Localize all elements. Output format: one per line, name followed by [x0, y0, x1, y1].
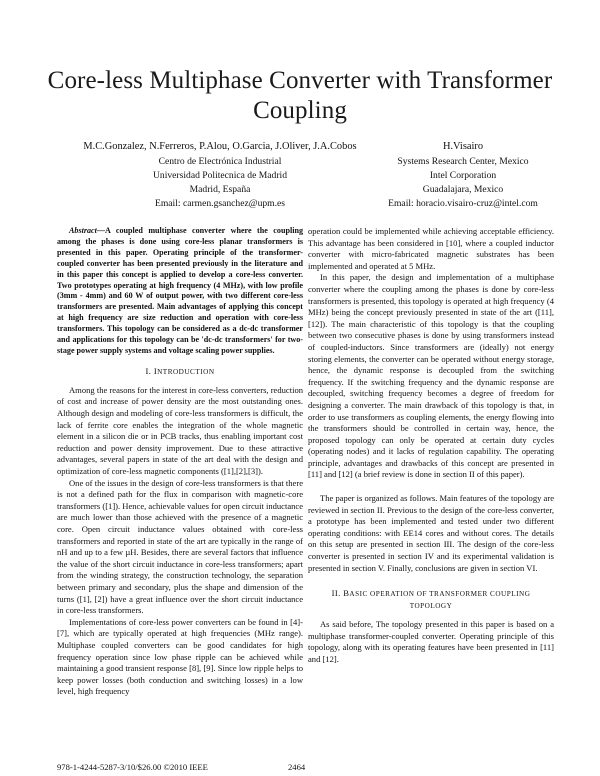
- section-2-title-line-2: TOPOLOGY: [409, 602, 453, 611]
- right-paragraph-3: The paper is organized as follows. Main features of the topology are reviewed in section II. Previous to the design of the core-less converter, a prototype has been implemented and tested under two different operating conditions: with EE14 cores and without cores. The details on this setup are presented in section III. The design of the core-less converter is presented in section IV and its experimental validation is presented in section V. Finally, conclusions are given in section VI.: [308, 493, 554, 573]
- paragraph-gap: [308, 481, 554, 493]
- right-column: [308, 226, 554, 666]
- title-line-1: Core-less Multiphase Converter with Transformer: [47, 67, 553, 94]
- title-line-2: Coupling: [253, 97, 347, 124]
- section-2-title-rest: ASIC OPERATION OF TRANSFORMER COUPLING: [349, 590, 531, 599]
- section-1-title-first: I: [153, 365, 158, 376]
- email-right: Email: horacio.visairo-cruz@intel.com: [388, 198, 538, 209]
- author-names-left: M.C.Gonzalez, N.Ferreros, P.Alou, O.Garcia, J.Oliver, J.A.Cobos: [83, 141, 357, 152]
- paper-title: [40, 66, 560, 126]
- section-2-title-first: B: [343, 588, 350, 599]
- abstract: [57, 226, 303, 357]
- affiliation-right-3: Guadalajara, Mexico: [422, 184, 504, 195]
- right-paragraph-2: In this paper, the design and implementation of a multiphase converter where the coupling among the phases is done by core-less transformers is presented, this topology is operated at high frequency (4 MHz) being the concept previously presented in state of the art ([11], [12]). The main characteristic of this topology is that the coupling between two consecutive phases is done by using transformers instead of coupled-inductors. Since transformers are (ideally) not energy storing elements, the converter can be operated without energy storage, hence, the dynamic response is decoupled from the switching frequency. If the switching frequency and the dynamic response are decoupled, switching frequency becomes a degree of freedom for designing a converter. The main drawback of this topology is that, in order to use transformers as coupling elements, the energy flowing into the transformers should be controlled in certain way, hence, the proposed topology can only be operated at certain duty cycles (operating nodes) and it lacks of regulation capability. The operating principle, advantages and drawbacks of this concept are presented in [11] and [12] (a brief review is done in section II of this paper).: [308, 272, 554, 480]
- author-names-right: H.Visairo: [442, 141, 484, 152]
- left-paragraph-2: One of the issues in the design of core-less transformers is that there is not a defined path for the flux in comparison with magnetic-core transformers ([1]). Hence, achievable values for open circuit inductance are much lower than those achieved with the presence of a magnetic core. Open circuit inductance values obtained with core-less transformers and reported in state of the art are typically in the range of nH and up to a few µH. Besides, there are several factors that influence the value of the short circuit inductance in core-less transformers; apart from the winding strategy, the construction technology, the separation between primary and secondary, plus the shape and dimension of the turns ([1], [2]) have a great influence over the short circuit inductance in core-less transformers.: [57, 477, 303, 616]
- footer-isbn: 978-1-4244-5287-3/10/$26.00 ©2010 IEEE: [57, 762, 208, 772]
- section-2-heading: [308, 588, 554, 612]
- right-paragraph-1: operation could be implemented while achieving acceptable efficiency. This advantage has been considered in [10], where a coupled inductor converter with micro-fabricated magnetic substrates has been implemented and operated at 5 MHz.: [308, 226, 554, 271]
- right-paragraph-4: As said before, The topology presented in this paper is based on a multiphase transformer-coupled converter. Operating principle of this topology, along with its operating features have been presented in [11] and [12].: [308, 619, 554, 664]
- author-block-right: [368, 140, 558, 211]
- affiliation-left-1: Centro de Electrónica Industrial: [158, 156, 282, 167]
- affiliation-right-1: Systems Research Center, Mexico: [397, 156, 529, 167]
- affiliation-left-3: Madrid, España: [189, 184, 251, 195]
- section-1-heading: [57, 366, 303, 378]
- section-2-number: II.: [331, 588, 341, 599]
- left-column: [57, 226, 303, 698]
- email-left: Email: carmen.gsanchez@upm.es: [154, 198, 286, 209]
- affiliation-right-2: Intel Corporation: [429, 170, 497, 181]
- left-paragraph-1: Among the reasons for the interest in core-less converters, reduction of cost and increase of power density are the most outstanding ones. Although design and modeling of core-less transformers is difficult, the lack of ferrite core enables the integration of the whole magnetic element in a silicon die or in PCB tracks, thus enabling important cost reduction and power density improvement. Due to these attractive advantages, several papers in state of the art deal with the design and optimization of core-less magnetic components ([1],[2],[3]).: [57, 384, 303, 477]
- abstract-text: A coupled multiphase converter where the coupling among the phases is done using core-less planar transformers is presented in this paper. Operating principle of the transformer-coupled converter has been presented previously in the literature and in this paper this concept is applied to develop a core-less converter. Two prototypes operating at high frequency (4 MHz), with low profile (3mm - 4mm) and 60 W of output power, with two different core-less transformers are presented. Main advantages of applying this concept at high frequency are size reduction and operation with core-less transformers. This topology can be considered as a dc-dc transformer and applications for this topology can be 'dc-dc transformers' for two-stage power supply systems and voltage scaling power supplies.: [57, 226, 303, 355]
- section-1-title-rest: NTRODUCTION: [157, 367, 215, 376]
- affiliation-left-2: Universidad Politecnica de Madrid: [152, 170, 287, 181]
- section-1-number: I.: [145, 365, 152, 376]
- left-paragraph-3: Implementations of core-less power converters can be found in [4]-[7], which are typically operated at high frequencies (MHz range). Multiphase coupled converters can be good candidates for high frequency operation since low phase ripple can be achieved while maintaining a good transient response [8], [9]. Since low ripple helps to keep power losses (both conduction and switching losses) in a low level, high frequency: [57, 616, 303, 697]
- footer-page-number: 2464: [288, 762, 306, 772]
- author-block-left: [70, 140, 370, 211]
- abstract-lead: Abstract—: [69, 226, 105, 235]
